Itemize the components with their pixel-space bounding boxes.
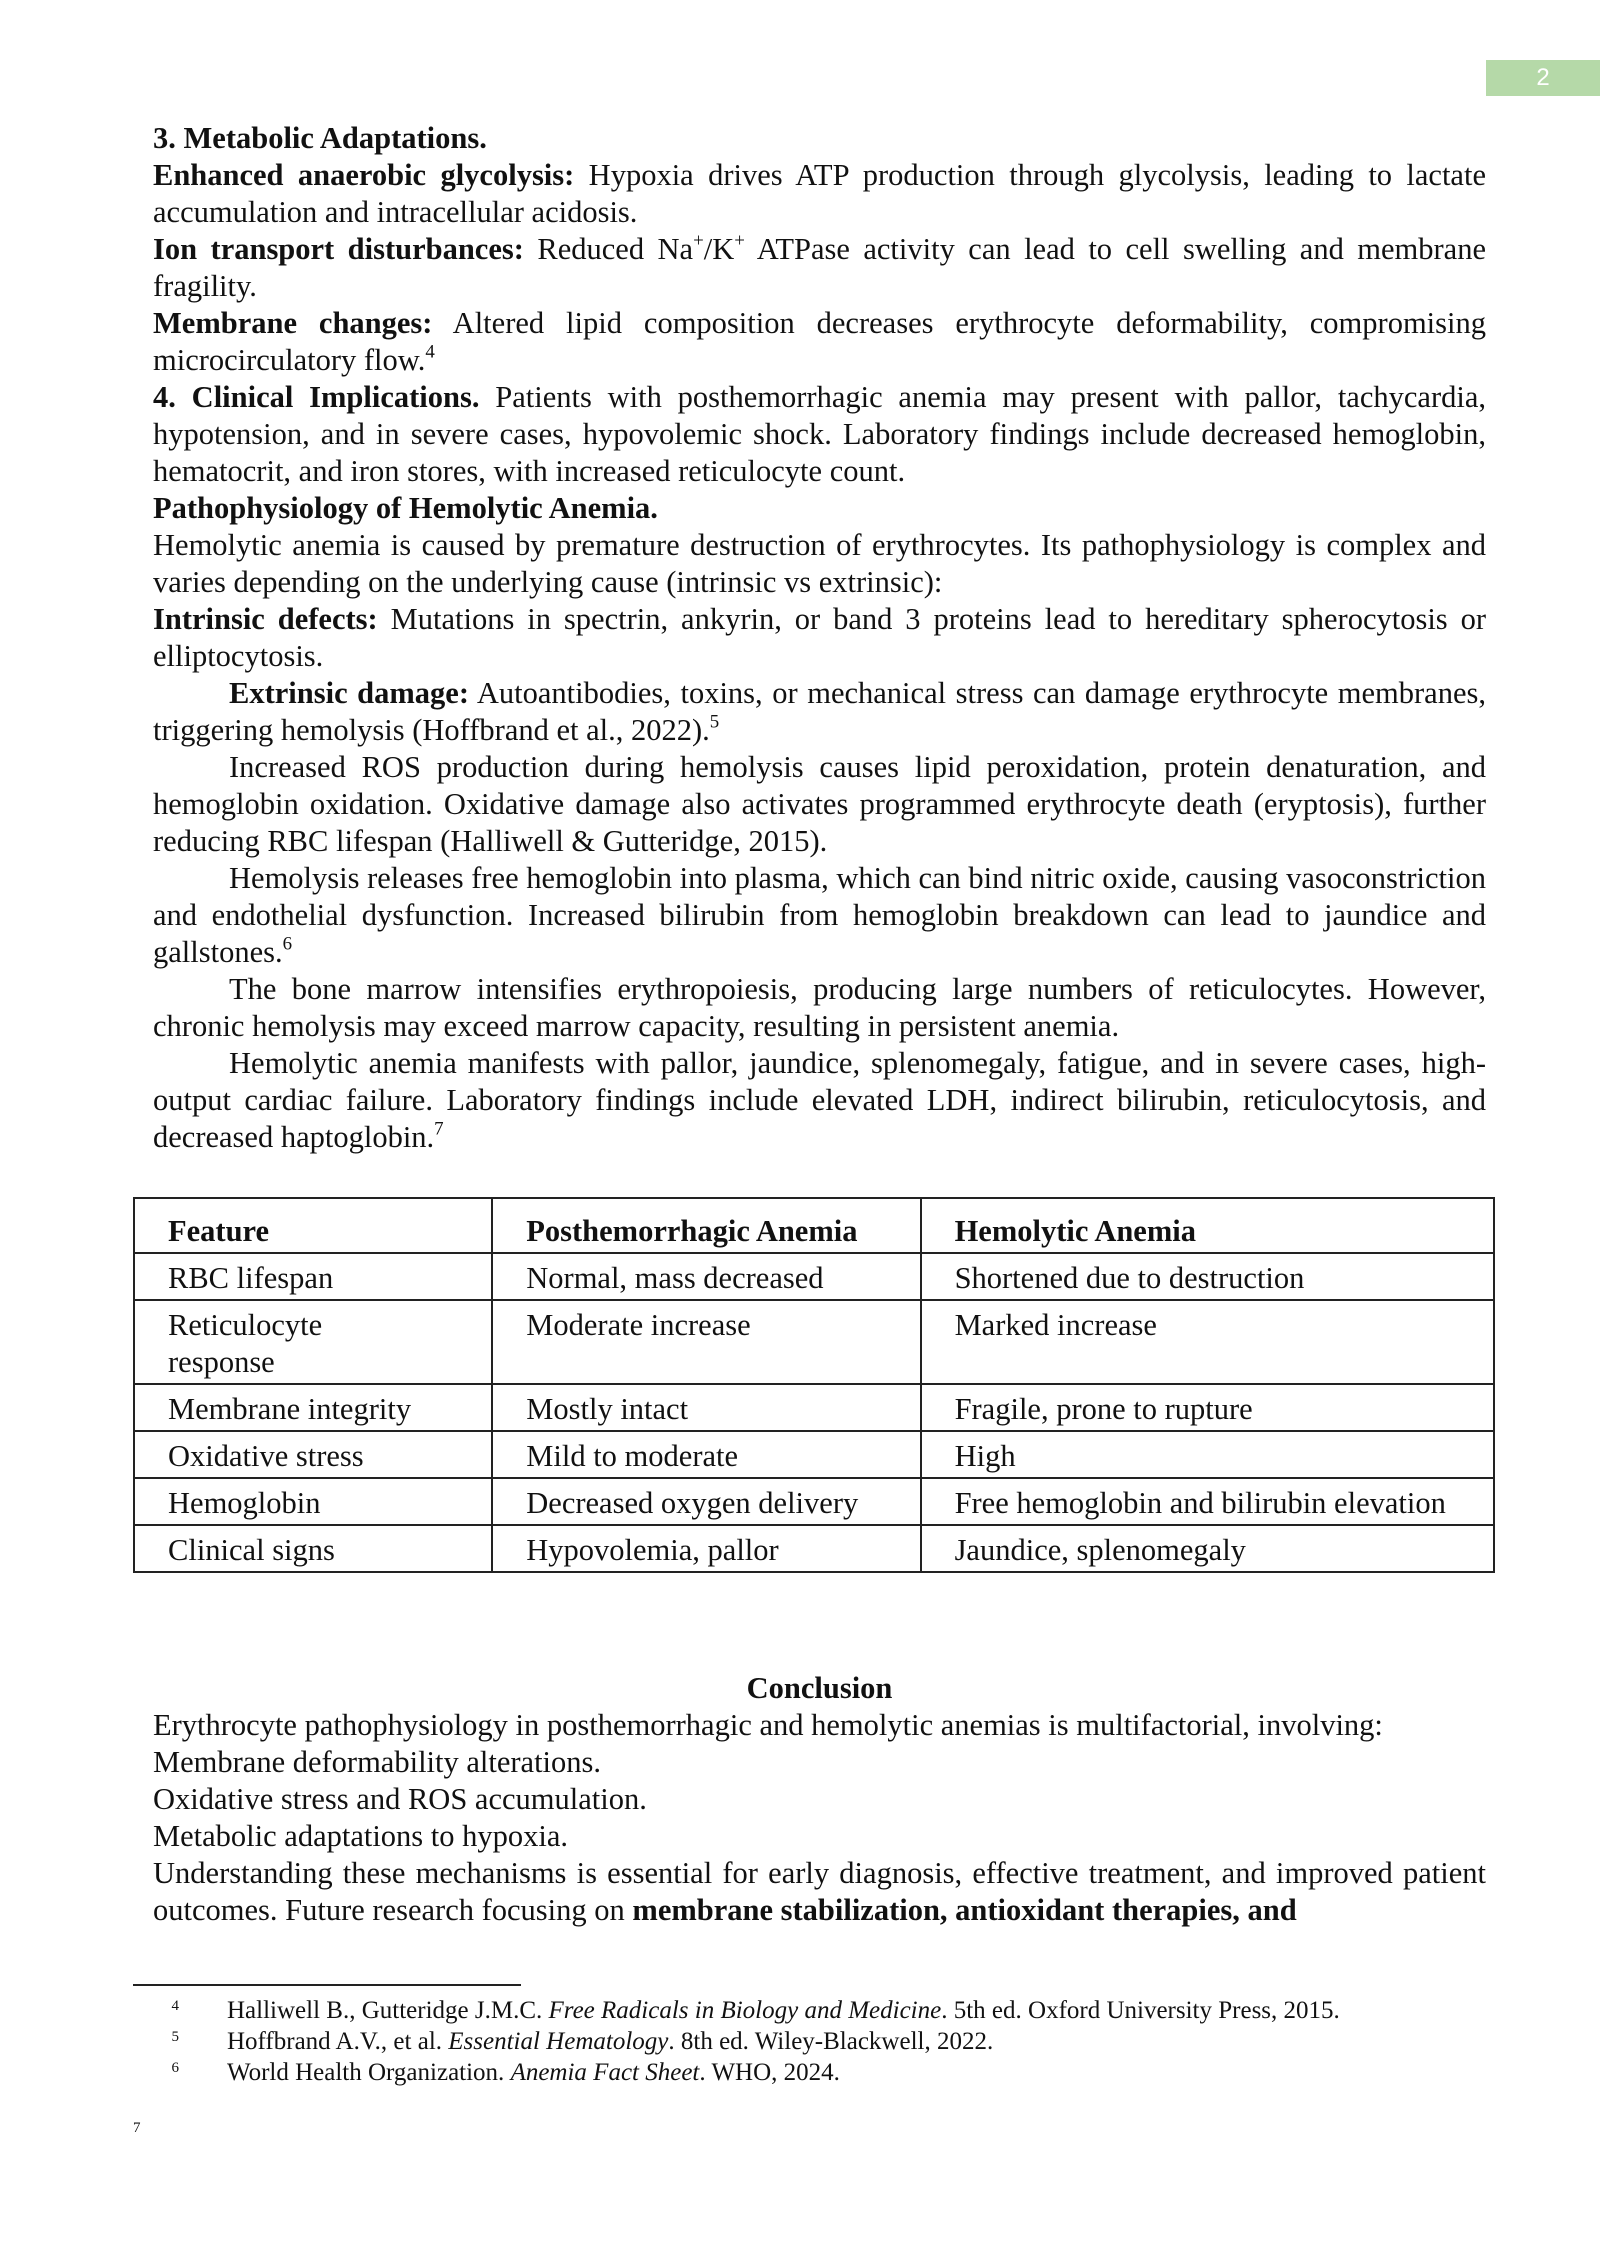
table-cell: High [921,1431,1494,1478]
table-cell: Free hemoglobin and bilirubin elevation [921,1478,1494,1525]
conclusion-section [153,1670,1486,1929]
page-number-badge: 2 [1486,60,1600,96]
table-cell: Mild to moderate [492,1431,920,1478]
paragraph-hemoglobin-release: Hemolysis releases free hemoglobin into plasma, which can bind nitric oxide, causing vasoconstriction and endothelial dysfunction. Increased bilirubin from hemoglobin breakdown can lead to jaundice and gallstones.$^6$ [153,861,1486,969]
footnote-number: 5 [171,2029,179,2045]
table-row [134,1525,1494,1572]
table-cell: Hypovolemia, pallor [492,1525,920,1572]
conclusion-title: Conclusion [746,1671,893,1705]
table-header-cell: Posthemorrhagic Anemia [492,1198,920,1253]
table-cell: Normal, mass decreased [492,1253,920,1300]
table-header-cell: Feature [134,1198,492,1253]
comparison-table [133,1197,1495,1573]
paragraph-manifestations: Hemolytic anemia manifests with pallor, jaundice, splenomegaly, fatigue, and in severe cases, high-output cardiac failure. Laboratory findings include elevated LDH, indirect bilirubin, reticulocytosis, and decreased haptoglobin.$^7$ [153,1046,1486,1154]
footnote-item [133,2026,1533,2057]
conclusion-item: Metabolic adaptations to hypoxia. [153,1819,569,1853]
paragraph-intrinsic: Intrinsic defects: Mutations in spectrin, ankyrin, or band 3 proteins lead to hereditary spherocytosis or elliptocytosis. [153,602,1487,673]
footnote-text: Halliwell B., Gutteridge J.M.C. Free Radicals in Biology and Medicine. 5th ed. Oxford University Press, 2015. [227,1997,1340,2024]
table-cell: Reticulocyte response [134,1300,492,1384]
table-cell: Marked increase [921,1300,1494,1384]
paragraph-membrane-changes: Membrane changes: Altered lipid composition decreases erythrocyte deformability, compromising microcirculatory flow.$^4$ [153,306,1486,377]
body-text [153,120,1486,1156]
footnote-number: 6 [171,2060,179,2076]
footnote-divider [133,1984,521,1986]
footnote-text: World Health Organization. Anemia Fact Sheet. WHO, 2024. [227,2059,840,2086]
table-cell: Jaundice, splenomegaly [921,1525,1494,1572]
footnote-ref[interactable]: 6 [282,933,293,955]
paragraph-extrinsic: Extrinsic damage: Autoantibodies, toxins, or mechanical stress can damage erythrocyte membranes, triggering hemolysis (Hoffbrand et al., 2022).$^5$ [153,676,1486,747]
table-cell: Shortened due to destruction [921,1253,1494,1300]
conclusion-item: Membrane deformability alterations. [153,1745,602,1779]
table-cell: Decreased oxygen delivery [492,1478,920,1525]
table-row [134,1300,1494,1384]
conclusion-closing: Understanding these mechanisms is essential for early diagnosis, effective treatment, and improved patient outcomes. Future research focusing on membrane stabilization, antioxidant therapies, and [153,1856,1486,1927]
table-row [134,1253,1494,1300]
table-header-row [134,1198,1494,1253]
section-heading-metabolic: 3. Metabolic Adaptations. [153,121,487,155]
table-row [134,1384,1494,1431]
conclusion-item: Oxidative stress and ROS accumulation. [153,1782,647,1816]
paragraph-hemolytic-intro: Hemolytic anemia is caused by premature destruction of erythrocytes. Its pathophysiology is complex and varies depending on the underlying cause (intrinsic vs extrinsic): [153,528,1486,599]
table-cell: Mostly intact [492,1384,920,1431]
footnotes [133,1995,1533,2088]
footnote-item [133,2057,1533,2088]
paragraph-bone-marrow: The bone marrow intensifies erythropoiesis, producing large numbers of reticulocytes. However, chronic hemolysis may exceed marrow capacity, resulting in persistent anemia. [153,972,1486,1043]
footnote-ref[interactable]: 7 [434,1118,444,1140]
table-header-cell: Hemolytic Anemia [921,1198,1494,1253]
footnote-ref[interactable]: 5 [709,711,720,733]
table-cell: Membrane integrity [134,1384,492,1431]
footnote-item [133,1995,1533,2026]
section-heading-hemolytic: Pathophysiology of Hemolytic Anemia. [153,491,658,525]
paragraph-ion-transport: Ion transport disturbances: Reduced Na+/K+ ATPase activity can lead to cell swelling and membrane fragility. [153,230,1486,303]
table-cell: Oxidative stress [134,1431,492,1478]
paragraph-glycolysis: Enhanced anaerobic glycolysis: Hypoxia drives ATP production through glycolysis, leading to lactate accumulation and intracellular acidosis. [153,158,1486,229]
paragraph-ros: Increased ROS production during hemolysis causes lipid peroxidation, protein denaturation, and hemoglobin oxidation. Oxidative damage also activates programmed erythrocyte death (eryptosis), further reducing RBC lifespan (Halliwell & Gutteridge, 2015). [153,750,1486,858]
table-cell: Clinical signs [134,1525,492,1572]
paragraph-clinical: 4. Clinical Implications. Patients with posthemorrhagic anemia may present with pallor, tachycardia, hypotension, and in severe cases, hypovolemic shock. Laboratory findings include decreased hemoglobin, hematocrit, and iron stores, with increased reticulocyte count. [153,380,1487,488]
footnote-text: Hoffbrand A.V., et al. Essential Hematology. 8th ed. Wiley-Blackwell, 2022. [227,2028,994,2055]
table-row [134,1431,1494,1478]
table-row [134,1478,1494,1525]
table-cell: Fragile, prone to rupture [921,1384,1494,1431]
footnote-ref[interactable]: 4 [425,341,435,363]
conclusion-intro: Erythrocyte pathophysiology in posthemorrhagic and hemolytic anemias is multifactorial, involving: [153,1708,1383,1742]
table-cell: Moderate increase [492,1300,920,1384]
table-cell: Hemoglobin [134,1478,492,1525]
footnote-overflow-number: 7 [133,2120,141,2136]
footnote-number: 4 [171,1998,179,2014]
table-cell: RBC lifespan [134,1253,492,1300]
